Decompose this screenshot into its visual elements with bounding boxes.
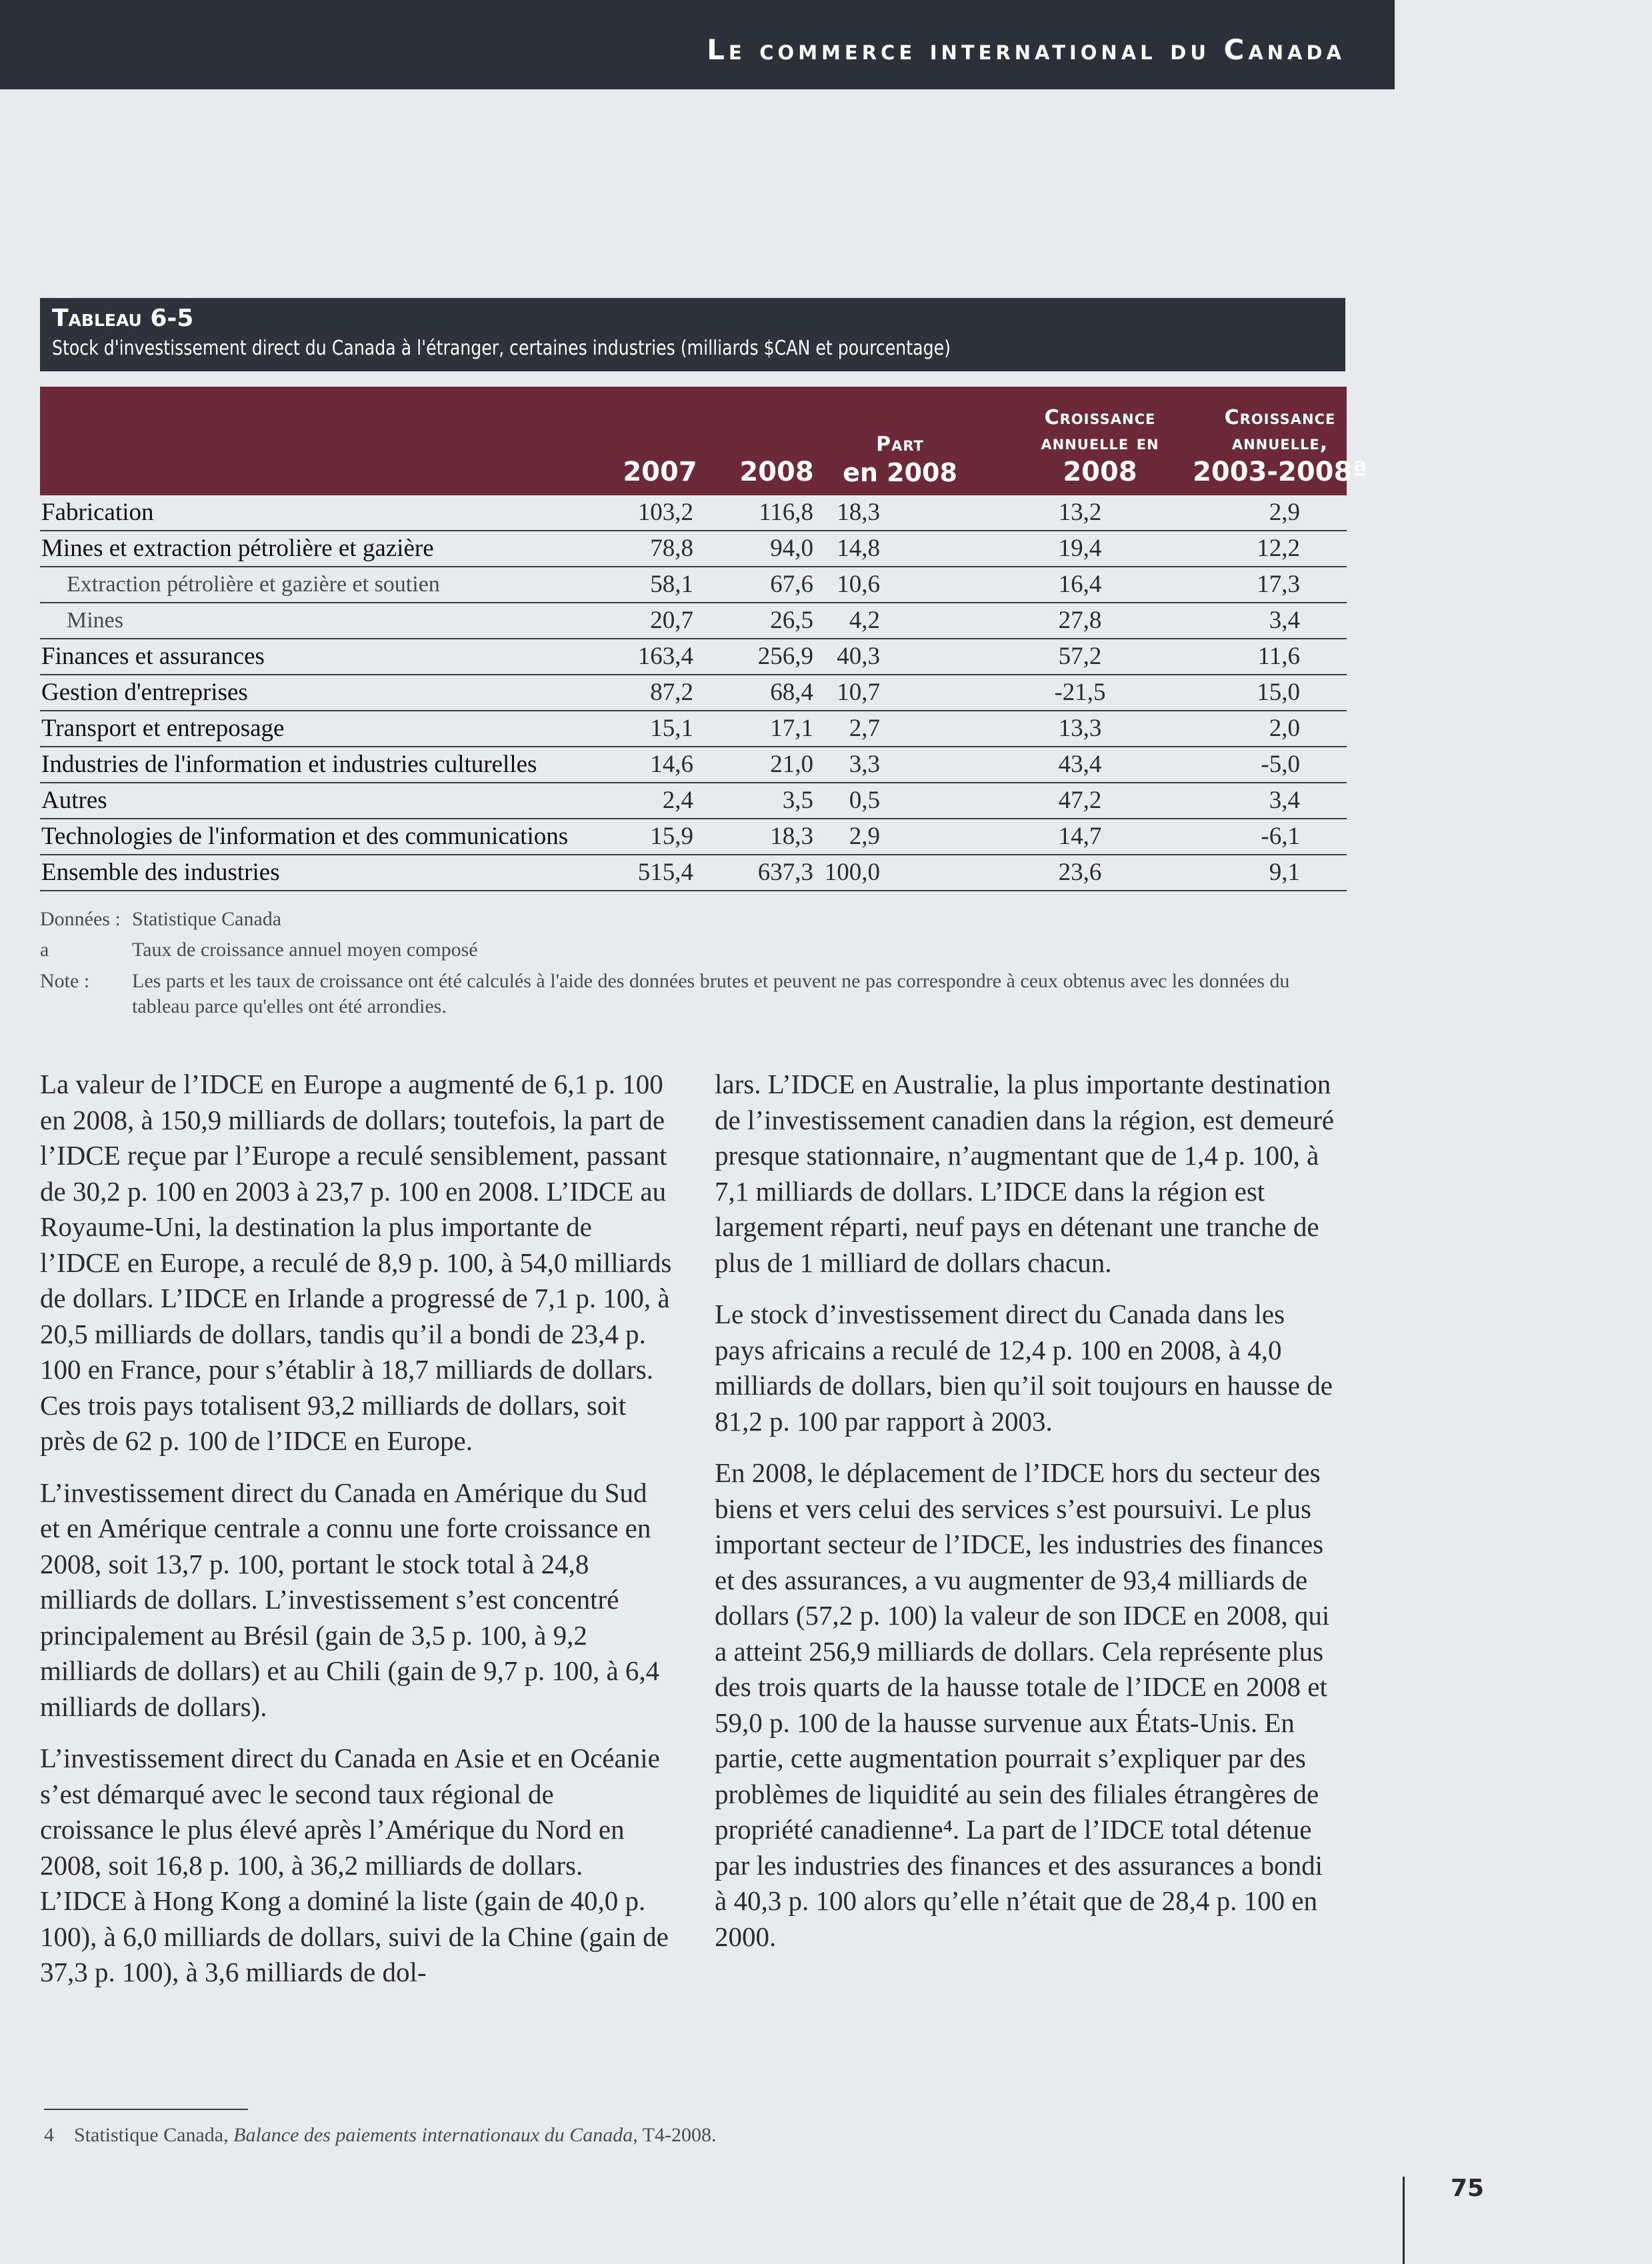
- cell-2007: 2,4: [662, 787, 693, 814]
- cell-2007: 58,1: [650, 571, 693, 598]
- cell-part: 100,0: [824, 859, 880, 886]
- footnote: [44, 2124, 716, 2147]
- table-row: [40, 747, 1347, 783]
- body-column-left: [40, 1067, 673, 2007]
- cell-growth-2003-2008: 17,3: [1257, 571, 1300, 598]
- cell-growth-2003-2008: 11,6: [1257, 643, 1300, 670]
- table-row: [40, 711, 1347, 747]
- cell-part: 18,3: [837, 499, 880, 526]
- cell-growth-2003-2008: 15,0: [1257, 679, 1300, 706]
- table-notes: [40, 907, 1347, 1025]
- cell-2008: 637,3: [757, 859, 813, 886]
- cell-growth-2008: 13,2: [1058, 499, 1102, 526]
- cell-2008: 94,0: [770, 535, 813, 562]
- cell-2008: 18,3: [770, 823, 813, 850]
- cell-growth-2003-2008: 12,2: [1257, 535, 1300, 562]
- cell-growth-2003-2008: 2,9: [1269, 499, 1300, 526]
- table-title: Stock d'investissement direct du Canada à l'étranger, certaines industries (milliards $CAN et pourcentage): [52, 337, 951, 360]
- table-row: [40, 783, 1347, 819]
- cell-growth-2008: 13,3: [1058, 715, 1102, 742]
- column-header-2008: 2008: [739, 457, 814, 487]
- cell-part: 0,5: [849, 787, 880, 814]
- cell-part: 4,2: [849, 607, 880, 634]
- row-label: Fabrication: [41, 499, 154, 526]
- row-label: Extraction pétrolière et gazière et soutien: [67, 572, 440, 597]
- cell-2008: 21,0: [770, 751, 813, 778]
- running-header-title: Le commerce international du Canada: [707, 33, 1345, 66]
- cell-2007: 15,1: [650, 715, 693, 742]
- cell-growth-2003-2008: -5,0: [1261, 751, 1300, 778]
- cell-growth-2008: -21,5: [1054, 679, 1106, 706]
- cell-2007: 14,6: [650, 751, 693, 778]
- cell-growth-2003-2008: 2,0: [1269, 715, 1300, 742]
- table-row: [40, 603, 1347, 639]
- page-number-rule: [1403, 2177, 1405, 2264]
- cell-2007: 103,2: [637, 499, 693, 526]
- paragraph: lars. L’IDCE en Australie, la plus importante destination de l’investissement canadien dans la région, est demeuré presque stationnaire, n’augmentant que de 1,4 p. 100, à 7,1 milliards de dollars. L’IDCE dans la région est largement réparti, neuf pays en détenant une tranche de plus de 1 milliard de dollars chacun.: [715, 1069, 1335, 1278]
- cell-growth-2008: 27,8: [1058, 607, 1102, 634]
- cell-2007: 15,9: [650, 823, 693, 850]
- cell-growth-2008: 57,2: [1058, 643, 1102, 670]
- page-number: 75: [1451, 2175, 1485, 2202]
- table-row: [40, 495, 1347, 531]
- cell-2007: 87,2: [650, 679, 693, 706]
- row-label: Technologies de l'information et des communications: [41, 823, 569, 850]
- column-header-2007: 2007: [623, 457, 697, 487]
- paragraph: L’investissement direct du Canada en Amérique du Sud et en Amérique centrale a connu une forte croissance en 2008, soit 13,7 p. 100, portant le stock total à 24,8 milliards de dollars. L’investissement s’est concentré principalement au Brésil (gain de 3,5 p. 100, à 9,2 milliards de dollars) et au Chili (gain de 9,7 p. 100, à 6,4 milliards de dollars).: [40, 1477, 660, 1722]
- cell-part: 10,6: [837, 571, 880, 598]
- cell-2008: 256,9: [757, 643, 813, 670]
- cell-2007: 20,7: [650, 607, 693, 634]
- cell-2008: 26,5: [770, 607, 813, 634]
- paragraph: En 2008, le déplacement de l’IDCE hors du secteur des biens et vers celui des services s’est poursuivi. Le plus important secteur de l’IDCE, les industries des finances et des assurances, a vu augmenter de 93,4 milliards de dollars (57,2 p. 100) la valeur de son IDCE en 2008, qui a atteint 256,9 milliards de dollars. Cela représente plus des trois quarts de la hausse totale de l’IDCE en 2008 et 59,0 p. 100 de la hausse survenue aux États-Unis. En partie, cette augmentation pourrait s’expliquer par des problèmes de liquidité au sein des filiales étrangères de propriété canadienne⁴. La part de l’IDCE total détenue par les industries des finances et des assurances a bondi à 40,3 p. 100 alors qu’elle n’était que de 28,4 p. 100 en 2000.: [715, 1457, 1330, 1952]
- row-label: Mines et extraction pétrolière et gazière: [41, 535, 434, 562]
- cell-part: 10,7: [837, 679, 880, 706]
- row-label: Gestion d'entreprises: [41, 679, 248, 706]
- cell-2007: 78,8: [650, 535, 693, 562]
- column-header-growth-2003-2008: Croissance annuelle, 2003-2008ª: [1193, 406, 1367, 487]
- table-caption: [40, 298, 1345, 371]
- cell-growth-2008: 23,6: [1058, 859, 1102, 886]
- footnote-number: 4: [44, 2124, 54, 2146]
- cell-growth-2003-2008: -6,1: [1261, 823, 1300, 850]
- cell-growth-2008: 47,2: [1058, 787, 1102, 814]
- cell-growth-2008: 19,4: [1058, 535, 1102, 562]
- cell-growth-2003-2008: 3,4: [1269, 787, 1300, 814]
- cell-growth-2008: 16,4: [1058, 571, 1102, 598]
- cell-growth-2003-2008: 3,4: [1269, 607, 1300, 634]
- table-row: [40, 567, 1347, 603]
- source-note: Données : Statistique Canada: [40, 908, 282, 930]
- cell-growth-2008: 43,4: [1058, 751, 1102, 778]
- cell-growth-2003-2008: 9,1: [1269, 859, 1300, 886]
- footnote-a: a Taux de croissance annuel moyen composé: [40, 939, 478, 961]
- cell-part: 3,3: [849, 751, 880, 778]
- table-note: Note : Les parts et les taux de croissance ont été calculés à l'aide des données brutes et peuvent ne pas correspondre à ceux obtenus avec les données du tableau parce qu'elles ont été arrondies.: [40, 969, 1290, 1018]
- footnote-divider: [44, 2109, 248, 2110]
- cell-2007: 515,4: [637, 859, 693, 886]
- table-row: [40, 855, 1347, 891]
- column-header-part: Part en 2008: [843, 433, 957, 487]
- row-label: Transport et entreposage: [41, 715, 285, 742]
- paragraph: La valeur de l’IDCE en Europe a augmenté de 6,1 p. 100 en 2008, à 150,9 milliards de dollars; toutefois, la part de l’IDCE reçue par l’Europe a reculé sensiblement, passant de 30,2 p. 100 en 2003 à 23,7 p. 100 en 2008. L’IDCE au Royaume-Uni, la destination la plus importante de l’IDCE en Europe, a reculé de 8,9 p. 100, à 54,0 milliards de dollars. L’IDCE en Irlande a progressé de 7,1 p. 100, à 20,5 milliards de dollars, tandis qu’il a bondi de 23,4 p. 100 en France, pour s’établir à 18,7 milliards de dollars. Ces trois pays totalisent 93,2 milliards de dollars, soit près de 62 p. 100 de l’IDCE en Europe.: [40, 1069, 672, 1456]
- cell-2008: 17,1: [770, 715, 813, 742]
- table-row: [40, 819, 1347, 855]
- cell-part: 2,9: [849, 823, 880, 850]
- table-row: [40, 675, 1347, 711]
- cell-part: 2,7: [849, 715, 880, 742]
- row-label: Mines: [67, 608, 123, 633]
- cell-2008: 3,5: [782, 787, 813, 814]
- cell-part: 14,8: [837, 535, 880, 562]
- footnote-source: Balance des paiements internationaux du Canada: [233, 2124, 633, 2146]
- cell-2008: 116,8: [759, 499, 813, 526]
- row-label: Autres: [41, 787, 107, 814]
- paragraph: Le stock d’investissement direct du Canada dans les pays africains a reculé de 12,4 p. 100 en 2008, à 4,0 milliards de dollars, bien qu’il soit toujours en hausse de 81,2 p. 100 par rapport à 2003.: [715, 1299, 1333, 1437]
- row-label: Industries de l'information et industries culturelles: [41, 751, 537, 778]
- cell-2007: 163,4: [637, 643, 693, 670]
- body-column-right: [715, 1067, 1341, 1971]
- cell-2008: 68,4: [770, 679, 813, 706]
- table-row: [40, 639, 1347, 675]
- cell-part: 40,3: [837, 643, 880, 670]
- column-header-growth-2008: Croissance annuelle en 2008: [1041, 406, 1159, 487]
- row-label: Finances et assurances: [41, 643, 265, 670]
- cell-growth-2008: 14,7: [1058, 823, 1102, 850]
- table-row: [40, 531, 1347, 567]
- header-bar: [0, 0, 1395, 89]
- footnote-prefix: Statistique Canada,: [74, 2124, 229, 2146]
- footnote-suffix: , T4-2008.: [633, 2124, 717, 2146]
- paragraph: L’investissement direct du Canada en Asie et en Océanie s’est démarqué avec le second taux régional de croissance le plus élevé après l’Amérique du Nord en 2008, soit 16,8 p. 100, à 36,2 milliards de dollars. L’IDCE à Hong Kong a dominé la liste (gain de 40,0 p. 100), à 6,0 milliards de dollars, suivi de la Chine (gain de 37,3 p. 100), à 3,6 milliards de dol-: [40, 1743, 669, 1987]
- cell-2008: 67,6: [770, 571, 813, 598]
- table-body: [40, 495, 1347, 891]
- table-header: [40, 387, 1367, 495]
- table-number: Tableau 6-5: [52, 305, 194, 332]
- row-label: Ensemble des industries: [41, 859, 280, 886]
